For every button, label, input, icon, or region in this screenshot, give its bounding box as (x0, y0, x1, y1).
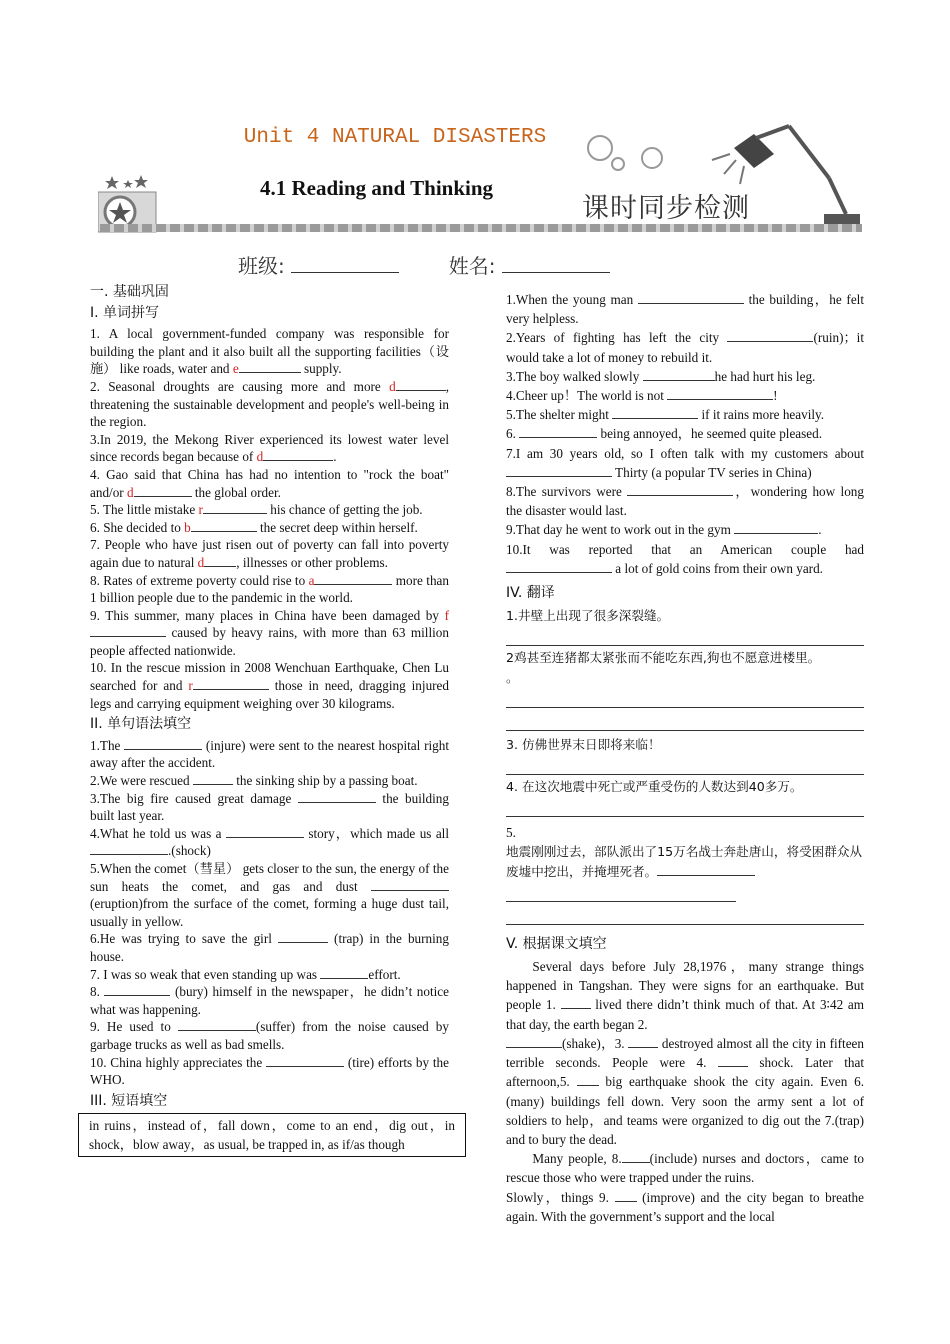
phrase-bank: in ruins，instead of，fall down，come to an end，dig out，in shock，blow away，as usual, be trapped in, as if/as though (78, 1113, 466, 1157)
question-item: 6. She decided to b the secret deep within herself. (90, 519, 418, 535)
part-title: I. 单词拼写 (90, 304, 160, 321)
answer-blank[interactable] (90, 842, 168, 855)
answer-blank[interactable] (371, 878, 449, 891)
answer-blank[interactable] (615, 1189, 637, 1202)
answer-blank[interactable] (134, 484, 192, 497)
student-info-row (238, 250, 660, 279)
question-item: 6. being annoyed，he seemed quite pleased. (506, 426, 823, 442)
question-item: 9. This summer, many places in China have been damaged by f caused by heavy rains, with more than 63 million people affected nationwide. (90, 607, 449, 658)
question-item: 9.That day he went to work out in the gym . (506, 522, 822, 538)
answer-blank[interactable] (667, 387, 773, 400)
answer-line[interactable] (506, 904, 864, 925)
lesson-title: 4.1 Reading and Thinking (260, 176, 494, 200)
answer-blank[interactable] (627, 483, 733, 496)
translation-prompt-suffix: 。 (506, 669, 519, 685)
class-field[interactable] (291, 254, 399, 273)
question-item: 2. Seasonal droughts are causing more and more d , threatening the sustainable development and people's well-being in the region. (90, 378, 449, 430)
question-item: 5.When the comet（彗星） gets closer to the sun, the energy of the sun heats the comet, and gas and dust (eruption)from the surface of the comet, forming a huge dust tail, usually in yellow. (90, 861, 449, 929)
answer-blank[interactable] (191, 519, 257, 532)
answer-blank[interactable] (203, 501, 267, 514)
part-title: II. 单句语法填空 (90, 716, 192, 733)
answer-line[interactable] (506, 754, 864, 775)
answer-blank[interactable] (506, 464, 612, 477)
answer-blank[interactable] (266, 1054, 344, 1067)
answer-blank[interactable] (734, 521, 818, 534)
question-item: 8. (bury) himself in the newspaper，he didn’t notice what was happening. (90, 984, 449, 1017)
question-item: 1.The (injure) were sent to the nearest hospital right away after the accident. (90, 737, 449, 771)
answer-blank[interactable] (263, 448, 333, 461)
answer-line[interactable] (506, 710, 864, 731)
answer-blank[interactable] (657, 863, 755, 876)
name-field[interactable] (502, 254, 610, 273)
answer-blank[interactable] (278, 930, 328, 943)
translation-prompt: 3. 仿佛世界末日即将来临！ (506, 736, 661, 752)
answer-blank[interactable] (226, 825, 304, 838)
part-title: IV. 翻译 (506, 585, 555, 602)
translation-prompt: 2鸡甚至连猪都太紧张而不能吃东西,狗也不愿意进楼里。 (506, 650, 821, 666)
answer-blank[interactable] (577, 1073, 599, 1086)
answer-blank[interactable] (104, 983, 170, 996)
section-title: 一. 基础巩固 (90, 284, 169, 300)
translation-number: 5. (506, 825, 516, 841)
cloze-paragraph: Slowly，things 9. (improve) and the city began to breathe again. With the government’s support and the local (506, 1189, 864, 1224)
answer-blank[interactable] (506, 560, 612, 573)
answer-blank[interactable] (638, 291, 744, 304)
question-item: 10.It was reported that an American couple had a lot of gold coins from their own yard. (506, 541, 864, 576)
translation-prompt: 地震刚刚过去，部队派出了15万名战士奔赴唐山，将受困群众从废墟中挖出，并掩埋死者。 (506, 844, 863, 879)
answer-blank[interactable] (298, 790, 376, 803)
translation-prompt: 1.井壁上出现了很多深裂缝。 (506, 608, 670, 624)
question-item: 1. A local government-funded company was responsible for building the plant and it also built all the supporting facilities（设施） like roads, water and e supply. (90, 326, 449, 377)
translation-prompt: 4. 在这次地震中死亡或严重受伤的人数达到40多万。 (506, 779, 803, 795)
answer-blank[interactable] (124, 737, 202, 750)
question-item: 8.The survivors were ，wondering how long the disaster would last. (506, 484, 864, 519)
answer-blank[interactable] (204, 554, 236, 567)
question-item: 10. In the rescue mission in 2008 Wenchuan Earthquake, Chen Lu searched for and r those in need, dragging injured legs and carrying equipment weighing over 30 kilograms. (90, 660, 449, 711)
answer-blank[interactable] (612, 406, 698, 419)
question-item: 5.The shelter might if it rains more heavily. (506, 407, 825, 423)
question-item: 7.I am 30 years old, so I often talk with my customers about Thirty (a popular TV series in China) (506, 445, 864, 480)
answer-blank[interactable] (506, 1035, 562, 1048)
answer-blank[interactable] (193, 772, 233, 785)
question-item: 6.He was trying to save the girl (trap) in the burning house. (90, 931, 449, 964)
question-item: 3.In 2019, the Mekong River experienced its lowest water level since records began because of d . (90, 431, 449, 465)
question-item: 4. Gao said that China has had no intention to "rock the boat" and/or d the global order. (90, 466, 449, 500)
unit-title: Unit 4 NATURAL DISASTERS (243, 126, 547, 149)
question-item: 8. Rates of extreme poverty could rise to a more than 1 billion people due to the pandemic in the world. (90, 572, 449, 606)
answer-blank[interactable] (314, 572, 392, 585)
answer-blank[interactable] (519, 425, 597, 438)
answer-line[interactable] (506, 687, 864, 708)
class-label: 班级: (238, 254, 285, 278)
left-column (89, 282, 455, 1157)
question-item: 2.We were rescued the sinking ship by a passing boat. (90, 773, 418, 789)
answer-line[interactable] (506, 796, 864, 817)
section-badge: 课时同步检测 (582, 193, 750, 224)
question-item: 2.Years of fighting has left the city (ruin)；it would take a lot of money to rebuild it. (506, 330, 864, 365)
answer-line[interactable] (506, 625, 864, 646)
answer-blank[interactable] (561, 996, 591, 1009)
cloze-paragraph: Several days before July 28,1976，many strange things happened in Tangshan. They were signs for an earthquake. But people 1. lived there didn’t think much of that. At 3∶42 am that day, the earth began 2. (shake)，3. destroyed almost all the city in fifteen terrible seconds. People were 4. shock. Later that afternoon,5. big earthquake shook the city again. Even 6.(many) buildings fell down. Very soon the army sent a lot of soldiers to help，and teams were organized to dig out the 7.(trap) and to bury the dead. (506, 959, 865, 1147)
right-column (506, 290, 864, 1226)
answer-blank[interactable] (622, 1150, 650, 1163)
question-item: 3.The big fire caused great damage the building built last year. (90, 790, 449, 824)
name-label: 姓名: (448, 254, 496, 278)
question-item: 4.Cheer up！The world is not ! (506, 388, 778, 404)
answer-blank[interactable] (193, 677, 269, 690)
question-item: 3.The boy walked slowly he had hurt his leg. (506, 368, 816, 384)
question-item: 1.When the young man the building，he felt very helpless. (506, 292, 865, 327)
answer-blank[interactable] (178, 1018, 256, 1031)
answer-line[interactable] (506, 881, 736, 902)
answer-blank[interactable] (90, 624, 166, 637)
answer-blank[interactable] (727, 329, 813, 342)
question-item: 10. China highly appreciates the (tire) efforts by the WHO. (90, 1054, 449, 1088)
question-item: 9. He used to (suffer) from the noise caused by garbage trucks as well as bad smells. (90, 1019, 449, 1052)
answer-blank[interactable] (628, 1035, 658, 1048)
answer-blank[interactable] (239, 360, 301, 373)
part-title: V. 根据课文填空 (506, 935, 607, 952)
question-item: 5. The little mistake r his chance of getting the job. (90, 502, 423, 518)
cloze-paragraph: Many people, 8. (include) nurses and doctors，came to rescue those who were trapped under the ruins. (506, 1151, 865, 1186)
answer-blank[interactable] (396, 378, 446, 391)
answer-blank[interactable] (320, 966, 368, 979)
part-title: III. 短语填空 (90, 1092, 168, 1109)
answer-blank[interactable] (643, 368, 715, 381)
answer-blank[interactable] (718, 1054, 748, 1067)
header-divider (100, 224, 862, 232)
question-item: 7. People who have just risen out of poverty can fall into poverty again due to natural d , illnesses or other problems. (90, 537, 449, 570)
question-item: 7. I was so weak that even standing up was effort. (90, 966, 401, 982)
question-item: 4.What he told us was a story，which made us all.(shock) (90, 825, 449, 859)
